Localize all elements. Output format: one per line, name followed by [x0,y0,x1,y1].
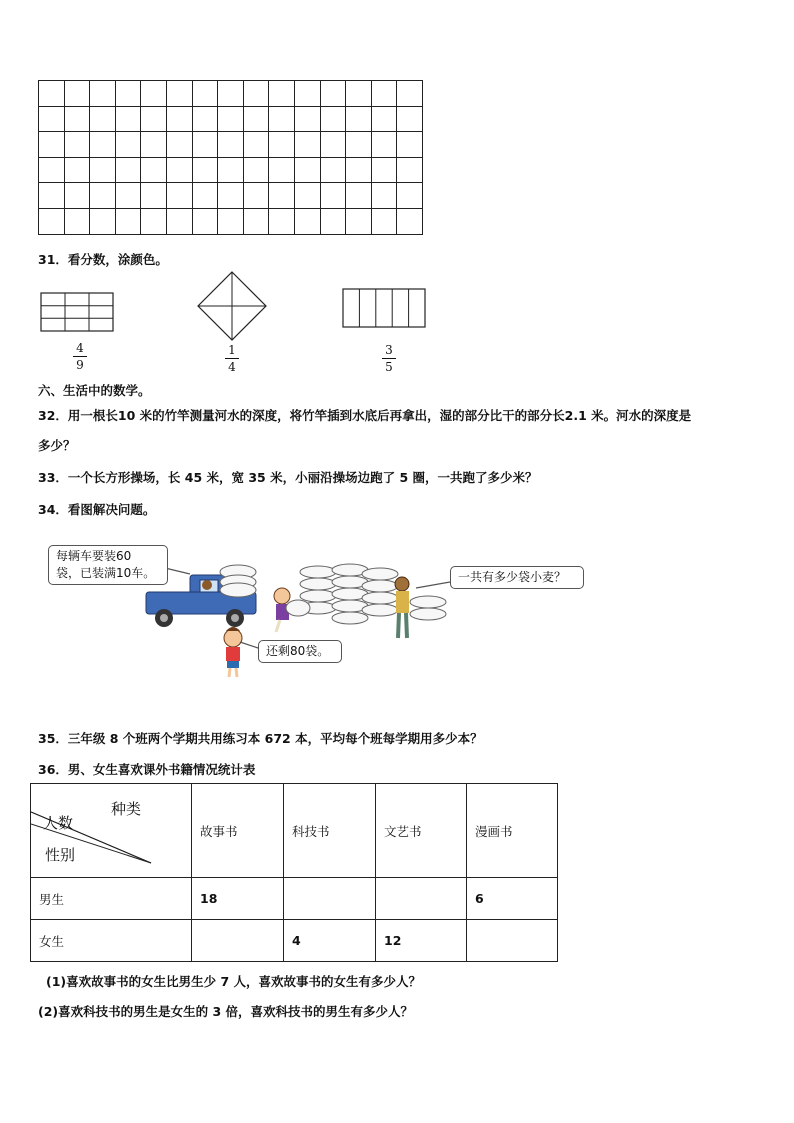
grid-row [39,208,423,234]
grid-row [39,81,423,107]
bag-stack-middle [300,564,398,624]
q36-sub1: (1)喜欢故事书的女生比男生少 7 人，喜欢故事书的女生有多少人？ [46,974,422,989]
corner-label-gender: 性别 [45,846,76,864]
speech-bubble-truck [48,545,168,585]
row-label-boys: 男生 [31,878,192,920]
bubble-line: 一共有多少袋小麦？ [458,570,567,584]
header-story: 故事书 [192,784,284,878]
fraction-numerator: 1 [228,343,236,357]
fraction-denominator: 9 [76,358,84,372]
table-row [31,920,558,962]
grid-row [39,157,423,183]
corner-label-type: 种类 [111,800,142,818]
rect-ninths-shape[interactable] [40,292,116,334]
cell-boys-story: 18 [192,878,284,920]
bag-stack-right [410,596,446,620]
cell-girls-literature: 12 [376,920,467,962]
speech-bubble-remaining [258,640,342,663]
fraction-3-5 [379,343,399,374]
table-row [31,878,558,920]
fraction-4-9 [70,341,90,372]
grid-row [39,132,423,158]
table-header-row [31,784,558,878]
q32-line2: 多少？ [38,438,76,453]
blank-grid [38,80,423,235]
bubble-line: 每辆车要装60 [56,549,132,563]
corner-cell [31,784,192,878]
q36-sub2: (2)喜欢科技书的男生是女生的 3 倍，喜欢科技书的男生有多少人？ [38,1004,414,1019]
cell-girls-comics[interactable] [467,920,558,962]
bag-stack-truck [220,565,256,597]
man-figure [395,577,409,638]
bubble-line: 还剩80袋。 [266,644,330,658]
header-comics: 漫画书 [467,784,558,878]
q32-line1: 32．用一根长10 米的竹竿测量河水的深度，将竹竿插到水底后再拿出，湿的部分比干的部分长2.1 米。河水的深度是 [38,408,692,423]
section-6-heading: 六、生活中的数学。 [38,383,151,398]
cell-boys-science[interactable] [284,878,376,920]
q33-text: 33．一个长方形操场，长 45 米，宽 35 米，小丽沿操场边跑了 5 圈，一共跑了多少米？ [38,470,538,485]
fraction-denominator: 5 [385,360,393,374]
fraction-numerator: 3 [385,343,393,357]
grid-row [39,183,423,209]
cell-girls-science: 4 [284,920,376,962]
rect-fifths-shape[interactable] [342,288,428,330]
fraction-numerator: 4 [76,341,84,355]
q34-label: 34．看图解决问题。 [38,502,156,517]
bubble-line: 袋，已装满10车。 [56,566,156,580]
fraction-denominator: 4 [228,360,236,374]
header-literature: 文艺书 [376,784,467,878]
cell-girls-story[interactable] [192,920,284,962]
q31-label: 31．看分数，涂颜色。 [38,252,168,267]
corner-label-count: 人数 [43,814,74,832]
cell-boys-literature[interactable] [376,878,467,920]
q36-label: 36．男、女生喜欢课外书籍情况统计表 [38,762,256,777]
q35-text: 35．三年级 8 个班两个学期共用练习本 672 本，平均每个班每学期用多少本？ [38,731,483,746]
grid-row [39,106,423,132]
speech-bubble-question [450,566,584,589]
fraction-1-4 [222,343,242,374]
header-science: 科技书 [284,784,376,878]
boy-figure [224,627,242,677]
books-stat-table [30,783,558,962]
cell-boys-comics: 6 [467,878,558,920]
row-label-girls: 女生 [31,920,192,962]
diamond-quarters-shape[interactable] [196,270,270,344]
